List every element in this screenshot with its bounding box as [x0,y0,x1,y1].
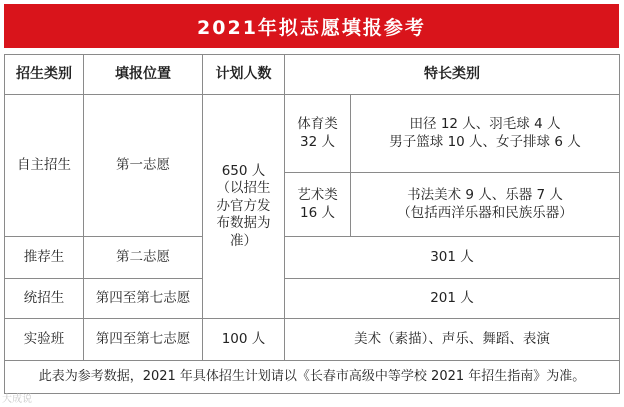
cell-position-autonomous: 第一志愿 [84,95,203,237]
cell-position-recommended: 第二志愿 [84,237,203,279]
arts-count: 16 人 [300,204,335,221]
cell-sports-detail [351,95,620,173]
header-position: 填报位置 [84,55,203,95]
table-title: 2021年拟志愿填报参考 [4,4,619,48]
arts-detail-line: （包括西洋乐器和民族乐器） [397,204,573,221]
cell-category-unified: 统招生 [5,279,84,319]
cell-arts-type [285,173,351,237]
admission-table-frame [4,4,619,402]
cell-count-experimental: 100 人 [203,319,285,361]
plan-note-line: 办官方发 [216,197,271,214]
sports-name: 体育类 [297,115,338,132]
table-row-unified [5,279,620,319]
table-row-autonomous-sports [5,95,620,173]
cell-plan-autonomous [203,95,285,319]
watermark: 大成说 [2,394,32,405]
arts-detail-line: 书法美术 9 人、乐器 7 人 [407,186,563,203]
arts-name: 艺术类 [297,186,338,203]
sports-detail-line: 田径 12 人、羽毛球 4 人 [409,115,561,132]
table-row-experimental [5,319,620,361]
table-row-recommended [5,237,620,279]
cell-category-recommended: 推荐生 [5,237,84,279]
table-note: 此表为参考数据，2021 年具体招生计划请以《长春市高级中等学校 2021 年招生指南》为准。 [5,361,620,394]
cell-category-experimental: 实验班 [5,319,84,361]
admission-table [4,54,620,394]
header-specialty: 特长类别 [285,55,620,95]
cell-arts-detail [351,173,620,237]
plan-count: 650 人 [221,162,266,179]
cell-specialty-experimental: 美术（素描）、声乐、舞蹈、表演 [285,319,620,361]
cell-count-recommended: 301 人 [285,237,620,279]
header-row [5,55,620,95]
cell-position-experimental: 第四至第七志愿 [84,319,203,361]
cell-count-unified: 201 人 [285,279,620,319]
header-plan-count: 计划人数 [203,55,285,95]
plan-note-line: （以招生 [216,180,271,197]
cell-position-unified: 第四至第七志愿 [84,279,203,319]
table-note-row [5,361,620,394]
cell-category-autonomous: 自主招生 [5,95,84,237]
plan-note-line: 布数据为 [216,215,271,232]
header-category: 招生类别 [5,55,84,95]
plan-note-line: 准） [230,232,257,249]
sports-detail-line: 男子篮球 10 人、女子排球 6 人 [389,133,581,150]
cell-sports-type [285,95,351,173]
sports-count: 32 人 [300,133,335,150]
